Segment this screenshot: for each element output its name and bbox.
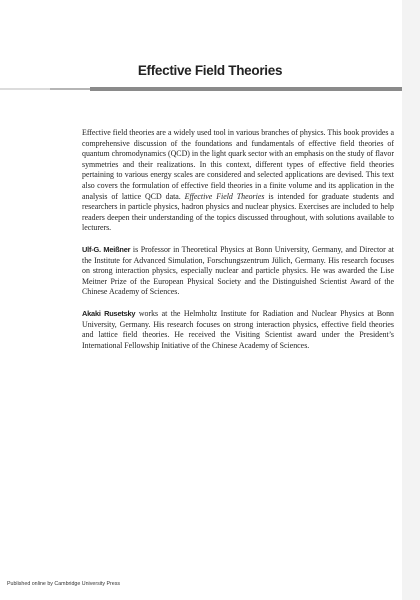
blurb-content <box>82 128 394 362</box>
title-rule-dark-segment <box>90 87 402 91</box>
right-margin-tab <box>402 0 420 600</box>
title-rule-mid-segment <box>50 88 90 90</box>
description-italic-title: Effective Field Theories <box>184 191 265 201</box>
author-bio-text: works at the Helmholtz Institute for Radiation and Nuclear Physics at Bonn University, Germany. His research focuses on strong interaction physics, effective field theories and lattice field theories. He received the Visiting Scientist award under the President’s International Fellowship Initiative of the Chinese Academy of Sciences. <box>82 308 394 350</box>
author-bio-text: is Professor in Theoretical Physics at Bonn University, Germany, and Director at the Institute for Advanced Simulation, Forschungszentrum Jülich, Germany. His research focuses on strong interaction physics, especially nuclear and particle physics. He was awarded the Lise Meitner Prize of the European Physical Society and the Distinguished Scientist Award of the Chinese Academy of Sciences. <box>82 244 394 297</box>
book-description <box>82 128 394 234</box>
author-name: Akaki Rusetsky <box>82 308 136 318</box>
title-rule <box>0 87 402 91</box>
author-bio-rusetsky <box>82 309 394 351</box>
description-text-start: Effective field theories are a widely used tool in various branches of physics. This book provides a comprehensive discussion of the foundations and fundamentals of effective field theories of quantum chromodynamics (QCD) in the light quark sector with an emphasis on the study of flavor symmetries and their realizations. In this context, different types of effective field theories pertaining to various energy scales are considered and selected applications are devised. This text also covers the formulation of effective field theories in a finite volume and its application in the analysis of lattice QCD data. <box>82 128 394 201</box>
page-title: Effective Field Theories <box>137 63 283 78</box>
author-name: Ulf-G. Meißner <box>82 244 131 254</box>
author-bio-meissner <box>82 245 394 298</box>
description-text-end: is intended for graduate students and researchers in particle physics, hadron physics and nuclear physics. Exercises are included to help readers deepen their understanding of the topics discussed throughout, with solutions available to lecturers. <box>82 191 394 233</box>
publisher-footer: Published online by Cambridge University Press <box>7 581 121 587</box>
title-rule-light-segment <box>0 88 50 90</box>
